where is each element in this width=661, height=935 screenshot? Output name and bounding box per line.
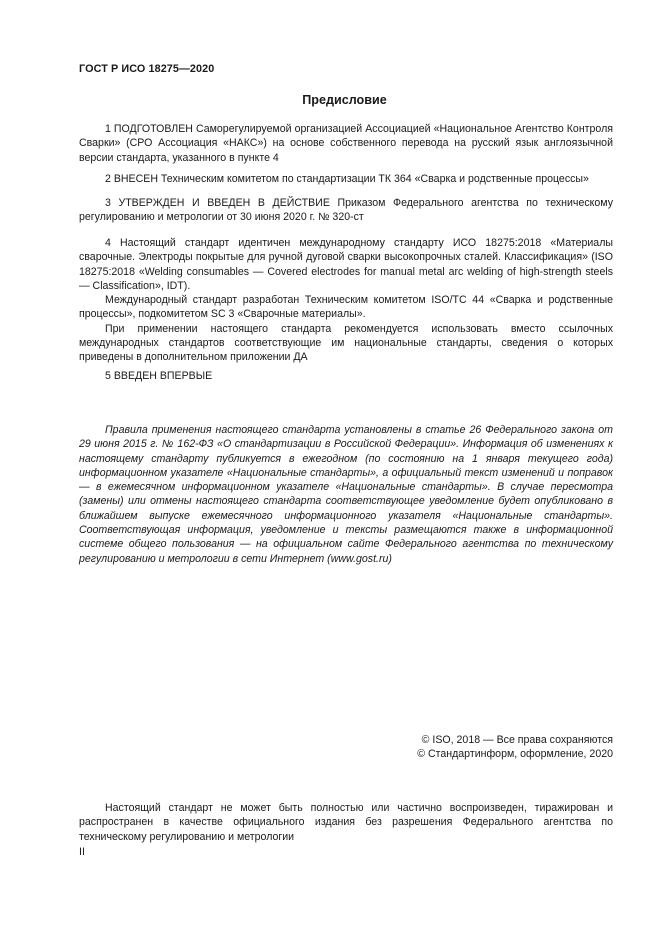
item-4-paragraph-2: Международный стандарт разработан Техническим комитетом ISO/TC 44 «Сварка и родственные процессы», подкомитетом SC 3 «Сварочные материалы».	[79, 294, 613, 321]
page-title	[0, 93, 661, 107]
reproduction-notice	[79, 801, 613, 844]
item-4-identical-standard	[79, 236, 613, 365]
document-code-header: ГОСТ Р ИСО 18275—2020	[79, 63, 215, 75]
page-number: II	[79, 846, 85, 858]
item-4-paragraph-3: При применении настоящего стандарта рекомендуется использовать вместо ссылочных международных стандартов соответствующие им национальные стандарты, сведения о которых приведены в дополнительном приложении ДА	[79, 322, 613, 364]
copyright-iso: © ISO, 2018 — Все права сохраняются	[421, 734, 613, 746]
rules-of-application-note	[79, 423, 613, 566]
item-2-text: 2 ВНЕСЕН Техническим комитетом по стандартизации ТК 364 «Сварка и родственные процессы»	[105, 173, 589, 185]
item-5-text: 5 ВВЕДЕН ВПЕРВЫЕ	[105, 370, 213, 382]
item-5-introduced	[79, 369, 613, 383]
item-1-text: 1 ПОДГОТОВЛЕН Саморегулируемой организацией Ассоциацией «Национальное Агентство Контроля Сварки» (СРО Ассоциация «НАКС») на основе собственного перевода на русский язык англоязычной версии стандарта, указанного в пункте 4	[79, 123, 613, 164]
item-2-submitted	[79, 172, 613, 186]
item-4-paragraph-1: 4 Настоящий стандарт идентичен международному стандарту ИСО 18275:2018 «Материалы сварочные. Электроды покрытые для ручной дуговой сварки высокопрочных сталей. Классификация» (ISO 18275:2018 «Welding consumables — Covered electrodes for manual metal arc welding of high-strength steels — Classification», IDT).	[79, 237, 613, 292]
item-3-text: 3 УТВЕРЖДЕН И ВВЕДЕН В ДЕЙСТВИЕ Приказом Федерального агентства по техническому регулированию и метрологии от 30 июня 2020 г. № 320-ст	[79, 197, 613, 224]
copyright-block	[417, 733, 613, 762]
copyright-standartinform: © Стандартинформ, оформление, 2020	[417, 748, 613, 761]
rules-note-text: Правила применения настоящего стандарта установлены в статье 26 Федерального закона от 29 июня 2015 г. № 162-ФЗ «О стандартизации в Российской Федерации». Информация об изменениях к настоящему стандарту публикуется в ежегодном (по состоянию на 1 января текущего года) информационном указателе «Национальные стандарты», а официальный текст изменений и поправок — в ежемесячном информационном указателе «Национальные стандарты». В случае пересмотра (замены) или отмены настоящего стандарта соответствующее уведомление будет опубликовано в ближайшем выпуске ежемесячного информационного указателя «Национальные стандарты». Соответствующая информация, уведомление и тексты размещаются также в информационной системе общего пользования — на официальном сайте Федерального агентства по техническому регулированию и метрологии в сети Интернет (www.gost.ru)	[79, 424, 613, 565]
item-3-approved	[79, 196, 613, 225]
reproduction-notice-text: Настоящий стандарт не может быть полностью или частично воспроизведен, тиражирован и распространен в качестве официального издания без разрешения Федерального агентства по техническому регулированию и метрологии	[79, 802, 613, 843]
title-text: Предисловие	[302, 93, 387, 107]
item-1-prepared	[79, 122, 613, 165]
